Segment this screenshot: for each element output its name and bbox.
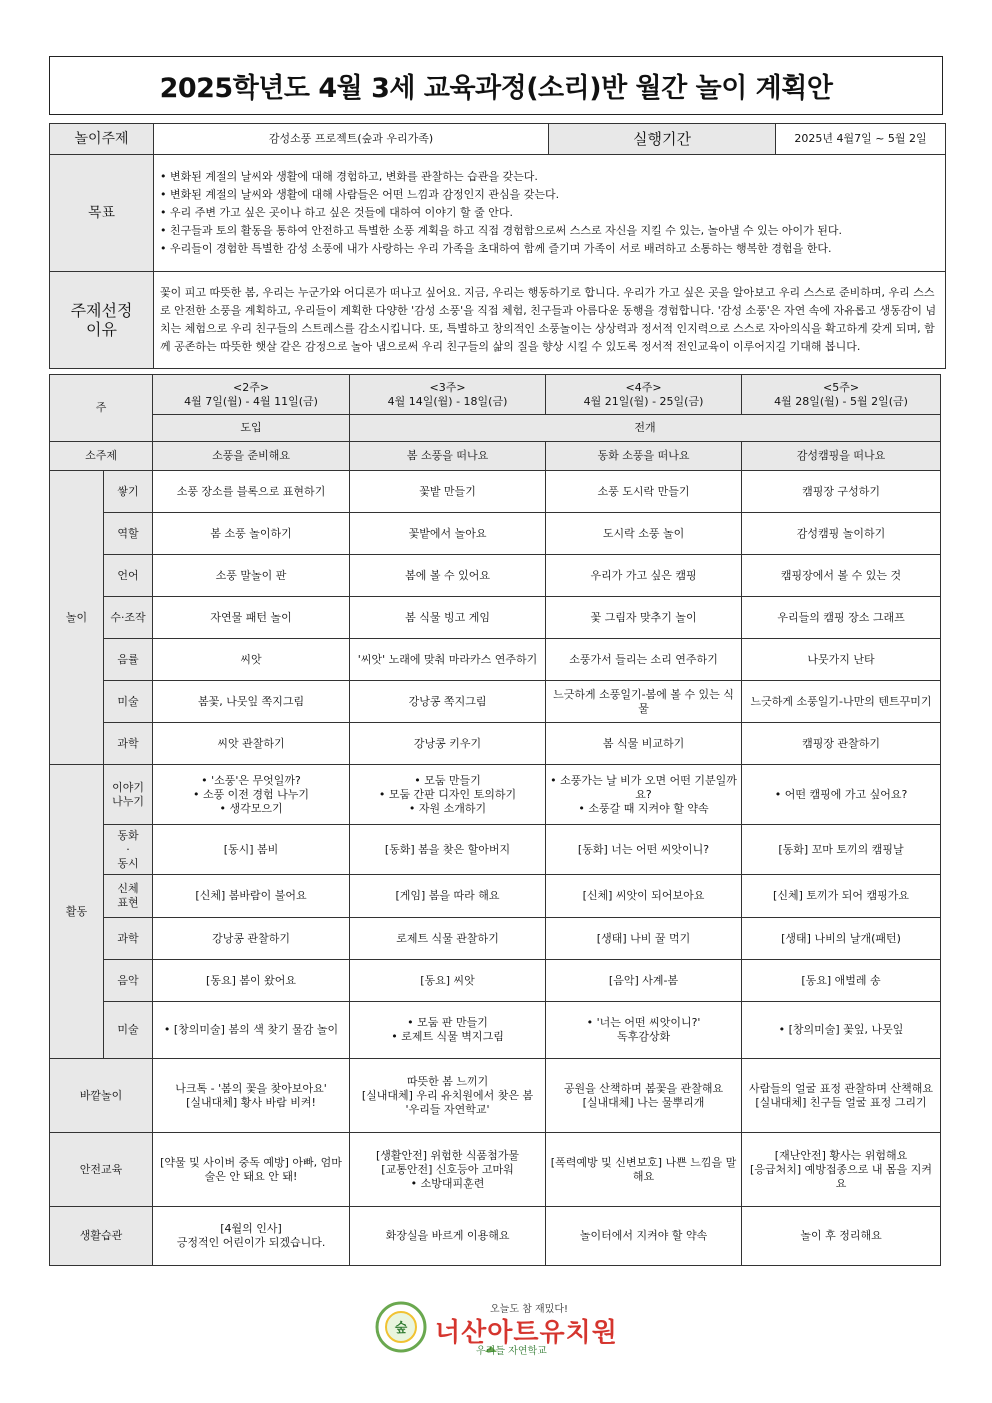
play-cell: '씨앗' 노래에 맞춰 마라카스 연주하기: [350, 639, 546, 681]
goal-item: • 우리들이 경험한 특별한 감성 소풍에 내가 사랑하는 우리 가족을 초대하여 함께 즐기며 가족이 서로 배려하고 소통하는 행복한 경험을 한다.: [160, 242, 832, 255]
play-cell: 강낭콩 키우기: [350, 723, 546, 765]
activity-cell: [생태] 나비의 날개(패턴): [742, 918, 941, 960]
line: 긍정적인 어린이가 되겠습니다.: [176, 1236, 326, 1249]
line: 사람들의 얼굴 표정 관찰하며 산책해요: [749, 1081, 934, 1095]
area-line: 이야기: [112, 780, 144, 794]
reason-row: [50, 272, 946, 369]
play-row-role: [50, 513, 941, 555]
area-line: 동화: [117, 828, 139, 842]
logo-tagline-bottom: 우리들 자연학교: [476, 1346, 547, 1357]
page-title: 2025학년도 4월 3세 교육과정(소리)반 월간 놀이 계획안: [159, 73, 833, 104]
play-cell: 씨앗: [153, 639, 350, 681]
line: '우리들 자연학교': [405, 1102, 490, 1116]
schedule-table: [49, 374, 941, 1266]
activity-cell: [546, 765, 742, 825]
bullet: • 소풍갈 때 지켜야 할 약속: [578, 801, 709, 815]
activity-area: [104, 825, 153, 875]
safety-cell: [350, 1133, 546, 1207]
week-dates: 4월 14일(월) - 18일(금): [387, 394, 508, 408]
activity-area: 과학: [104, 918, 153, 960]
activity-cell: [동시] 봄비: [153, 825, 350, 875]
activity-area: 음악: [104, 960, 153, 1002]
area-line: 동시: [117, 856, 139, 870]
theme-label: 놀이주제: [50, 124, 154, 155]
week-dates: 4월 28일(월) - 5월 2일(금): [774, 394, 908, 408]
safety-cell: [742, 1133, 941, 1207]
logo-tagline-top: 오늘도 참 재밌다!: [490, 1304, 568, 1315]
bullet: • '소풍'은 무엇일까?: [201, 773, 301, 787]
activity-cell: • [창의미술] 꽃잎, 나뭇잎: [742, 1002, 941, 1059]
activity-cell: [신체] 토끼가 되어 캠핑가요: [742, 875, 941, 918]
play-row-blocks: [50, 471, 941, 513]
info-table: [49, 123, 946, 369]
bullet: • 자원 소개하기: [408, 801, 487, 815]
activity-row-music: [50, 960, 941, 1002]
habit-cell: 화장실을 바르게 이용해요: [350, 1207, 546, 1266]
bullet: • 로제트 식물 벽지그림: [391, 1030, 504, 1043]
subtopic-cell: 봄 소풍을 떠나요: [350, 442, 546, 471]
activity-row-body: [50, 875, 941, 918]
activity-cell: [음악] 사계-봄: [546, 960, 742, 1002]
line: • 소방대피훈련: [410, 1176, 485, 1190]
play-cell: 느긋하게 소풍일기-나만의 텐트꾸미기: [742, 681, 941, 723]
line: [실내대체] 황사 바람 비켜!: [186, 1095, 316, 1109]
safety-label: 안전교육: [50, 1133, 153, 1207]
week-name: <2주>: [232, 380, 270, 394]
activity-area: [104, 875, 153, 918]
activity-row-talk: [50, 765, 941, 825]
line: [응급처치] 예방접종으로 내 몸을 지켜요: [750, 1162, 932, 1190]
habit-cell: [153, 1207, 350, 1266]
week-dates: 4월 7일(월) - 4월 11일(금): [184, 394, 318, 408]
bullet: • 어떤 캠핑에 가고 싶어요?: [774, 787, 908, 801]
safety-cell: [약물 및 사이버 중독 예방] 아빠, 엄마 술은 안 돼요 안 돼!: [153, 1133, 350, 1207]
bullet: • 생각모으기: [219, 801, 283, 815]
line: [4월의 인사]: [220, 1222, 282, 1235]
logo-emblem-text: 숲: [394, 1321, 408, 1336]
subtopic-cell: 감성캠핑을 떠나요: [742, 442, 941, 471]
goal-item: • 변화된 계절의 날씨와 생활에 대해 경험하고, 변화를 관찰하는 습관을 갖는다.: [160, 170, 538, 183]
goal-item: • 우리 주변 가고 싶은 곳이나 하고 싶은 것들에 대하여 이야기 할 줄 안다.: [160, 206, 513, 219]
play-row-language: [50, 555, 941, 597]
play-cell: 소풍가서 들리는 소리 연주하기: [546, 639, 742, 681]
line: [실내대체] 우리 유치원에서 찾은 봄: [361, 1088, 534, 1102]
play-cell: 꽃 그림자 맞추기 놀이: [546, 597, 742, 639]
area-line: ·: [126, 842, 130, 856]
play-cell: 감성캠핑 놀이하기: [742, 513, 941, 555]
play-cell: 우리가 가고 싶은 캠핑: [546, 555, 742, 597]
habit-cell: 놀이터에서 지켜야 할 약속: [546, 1207, 742, 1266]
bullet: • 모둠 만들기: [414, 773, 481, 787]
bullet: • 소풍 이전 경험 나누기: [192, 787, 310, 801]
activity-row-science: [50, 918, 941, 960]
reason-text: 꽃이 피고 따뜻한 봄, 우리는 누군가와 어디론가 떠나고 싶어요. 지금, 우리는 행동하기로 합니다. 우리가 가고 싶은 곳을 알아보고 우리 스스로 준비하며, 우리 스스로 안전한 소풍을 계획하고, 우리들이 계획한 다양한 '감성 소풍'을 직접 체험, 친구들과 아름다운 동행을 경험합니다. '감성 소풍'은 자연 속에 자유롭고 생동감이 넘치는 체험으로 우리 친구들의 스트레스를 감소시킵니다. 또, 특별하고 창의적인 소풍놀이는 상상력과 정서적 인지력으로 스스로 자아의식을 확고하게 갖게 되며, 함께 공존하는 따뜻한 햇살 같은 감정으로 놀아 냄으로써 우리 친구들의 삶의 질을 향상 시킬 수 있도록 정서적 전인교육이 이루어지길 기대해 봅니다.: [154, 272, 946, 369]
activity-row-story: [50, 825, 941, 875]
activity-row-art: [50, 1002, 941, 1059]
play-area: 수·조작: [104, 597, 153, 639]
subtopic-row: [50, 442, 941, 471]
goal-list: [154, 155, 946, 272]
play-area: 쌓기: [104, 471, 153, 513]
phase-row: [50, 415, 941, 442]
play-cell: 우리들의 캠핑 장소 그래프: [742, 597, 941, 639]
outdoor-cell: [153, 1059, 350, 1133]
bullet: • 모둠 판 만들기: [407, 1016, 488, 1029]
activity-cell: [동요] 봄이 왔어요: [153, 960, 350, 1002]
week-name: <4주>: [625, 380, 662, 394]
line: [재난안전] 황사는 위험해요: [774, 1148, 908, 1162]
play-area: 언어: [104, 555, 153, 597]
outdoor-row: [50, 1059, 941, 1133]
play-label: 놀이: [50, 471, 104, 765]
play-cell: 도시락 소풍 놀이: [546, 513, 742, 555]
line: [실내대체] 나는 물뿌리개: [582, 1095, 705, 1109]
bullet: • 소풍가는 날 비가 오면 어떤 기분일까요?: [550, 773, 737, 801]
play-cell: 꽃밭에서 놀아요: [350, 513, 546, 555]
line: 공원을 산책하며 봄꽃을 관찰해요: [563, 1081, 724, 1095]
activity-cell: [동화] 너는 어떤 씨앗이니?: [546, 825, 742, 875]
week-name: <3주>: [429, 380, 466, 394]
logo-name: 너산아트유치원: [435, 1318, 618, 1348]
activity-cell: [153, 765, 350, 825]
play-cell: 봄 식물 비교하기: [546, 723, 742, 765]
activity-cell: [동요] 씨앗: [350, 960, 546, 1002]
outdoor-cell: [546, 1059, 742, 1133]
play-row-art: [50, 681, 941, 723]
play-cell: 강낭콩 쪽지그림: [350, 681, 546, 723]
activity-cell: 강낭콩 관찰하기: [153, 918, 350, 960]
area-line: 신체: [117, 882, 139, 895]
activity-cell: [게임] 봄을 따라 해요: [350, 875, 546, 918]
week-header: [153, 375, 350, 415]
activity-cell: • [창의미술] 봄의 색 찾기 물감 놀이: [153, 1002, 350, 1059]
goal-row: [50, 155, 946, 272]
week-header: [546, 375, 742, 415]
activity-cell: [동화] 꼬마 토끼의 캠핑날: [742, 825, 941, 875]
week-header: [742, 375, 941, 415]
goal-label: 목표: [50, 155, 154, 272]
safety-row: [50, 1133, 941, 1207]
play-cell: 봄 소풍 놀이하기: [153, 513, 350, 555]
phase-dev: 전개: [350, 415, 941, 442]
activity-cell: 로제트 식물 관찰하기: [350, 918, 546, 960]
play-cell: 캠핑장 구성하기: [742, 471, 941, 513]
outdoor-cell: [350, 1059, 546, 1133]
activity-label: 활동: [50, 765, 104, 1059]
subtopic-cell: 동화 소풍을 떠나요: [546, 442, 742, 471]
period-value: 2025년 4월7일 ~ 5월 2일: [776, 124, 946, 155]
activity-area: [104, 765, 153, 825]
play-cell: 캠핑장 관찰하기: [742, 723, 941, 765]
theme-value: 감성소풍 프로젝트(숲과 우리가족): [154, 124, 549, 155]
play-area: 역할: [104, 513, 153, 555]
activity-cell: [350, 1002, 546, 1059]
outdoor-cell: [742, 1059, 941, 1133]
goal-item: • 변화된 계절의 날씨와 생활에 대해 사람들은 어떤 느낌과 감정인지 관심을 갖는다.: [160, 188, 560, 201]
play-cell: 봄꽃, 나뭇잎 쪽지그림: [153, 681, 350, 723]
play-cell: 소풍 장소를 블록으로 표현하기: [153, 471, 350, 513]
play-cell: 자연물 패턴 놀이: [153, 597, 350, 639]
activity-area: 미술: [104, 1002, 153, 1059]
activity-cell: [동요] 애벌레 송: [742, 960, 941, 1002]
play-row-math: [50, 597, 941, 639]
activity-cell: [신체] 봄바람이 불어요: [153, 875, 350, 918]
outdoor-label: 바깥놀이: [50, 1059, 153, 1133]
play-cell: 느긋하게 소풍일기-봄에 볼 수 있는 식물: [546, 681, 742, 723]
play-cell: 캠핑장에서 볼 수 있는 것: [742, 555, 941, 597]
bullet: • 모둠 간판 디자인 토의하기: [378, 787, 517, 801]
line: 따뜻한 봄 느끼기: [406, 1074, 489, 1088]
habit-cell: 놀이 후 정리해요: [742, 1207, 941, 1266]
activity-cell: [동화] 봄을 찾은 할아버지: [350, 825, 546, 875]
play-area: 과학: [104, 723, 153, 765]
reason-label: [50, 272, 154, 369]
play-row-science: [50, 723, 941, 765]
area-line: 표현: [117, 896, 139, 909]
safety-cell: [폭력예방 및 신변보호] 나쁜 느낌을 말해요: [546, 1133, 742, 1207]
subtopic-cell: 소풍을 준비해요: [153, 442, 350, 471]
reason-label-line: 이유: [86, 320, 117, 339]
activity-cell: [신체] 씨앗이 되어보아요: [546, 875, 742, 918]
play-area: 미술: [104, 681, 153, 723]
reason-label-line: 주제선정: [70, 301, 133, 320]
activity-cell: [350, 765, 546, 825]
habit-row: [50, 1207, 941, 1266]
line: 나크톡 - '봄의 꽃을 찾아보아요': [175, 1081, 327, 1095]
week-label: 주: [50, 375, 153, 442]
line: [교통안전] 신호등아 고마워: [381, 1162, 514, 1176]
goal-item: • 친구들과 토의 활동을 통하여 안전하고 특별한 소풍 계획을 하고 직접 경험함으로써 스스로 자신을 지킬 수 있는, 놀아낼 수 있는 아이가 된다.: [160, 224, 842, 237]
line: [생활안전] 위험한 식품첨가물: [375, 1148, 520, 1162]
habit-label: 생활습관: [50, 1207, 153, 1266]
week-header: [350, 375, 546, 415]
bullet: • '너는 어떤 씨앗이니?': [586, 1016, 701, 1029]
title-box: [49, 56, 943, 115]
bullet: 독후감상화: [616, 1030, 671, 1043]
area-line: 나누기: [112, 794, 144, 808]
play-row-rhythm: [50, 639, 941, 681]
play-cell: 소풍 말놀이 판: [153, 555, 350, 597]
activity-cell: [546, 1002, 742, 1059]
play-cell: 소풍 도시락 만들기: [546, 471, 742, 513]
play-cell: 씨앗 관찰하기: [153, 723, 350, 765]
subtopic-label: 소주제: [50, 442, 153, 471]
play-cell: 봄 식물 빙고 게임: [350, 597, 546, 639]
play-area: 음률: [104, 639, 153, 681]
activity-cell: [생태] 나비 꿀 먹기: [546, 918, 742, 960]
phase-intro: 도입: [153, 415, 350, 442]
week-row: [50, 375, 941, 415]
week-dates: 4월 21일(월) - 25일(금): [583, 394, 704, 408]
theme-row: [50, 124, 946, 155]
line: [실내대체] 친구들 얼굴 표정 그리기: [755, 1095, 927, 1109]
period-label: 실행기간: [549, 124, 776, 155]
play-cell: 나뭇가지 난타: [742, 639, 941, 681]
play-cell: 꽃밭 만들기: [350, 471, 546, 513]
activity-cell: [742, 765, 941, 825]
play-cell: 봄에 볼 수 있어요: [350, 555, 546, 597]
week-name: <5주>: [822, 380, 860, 394]
